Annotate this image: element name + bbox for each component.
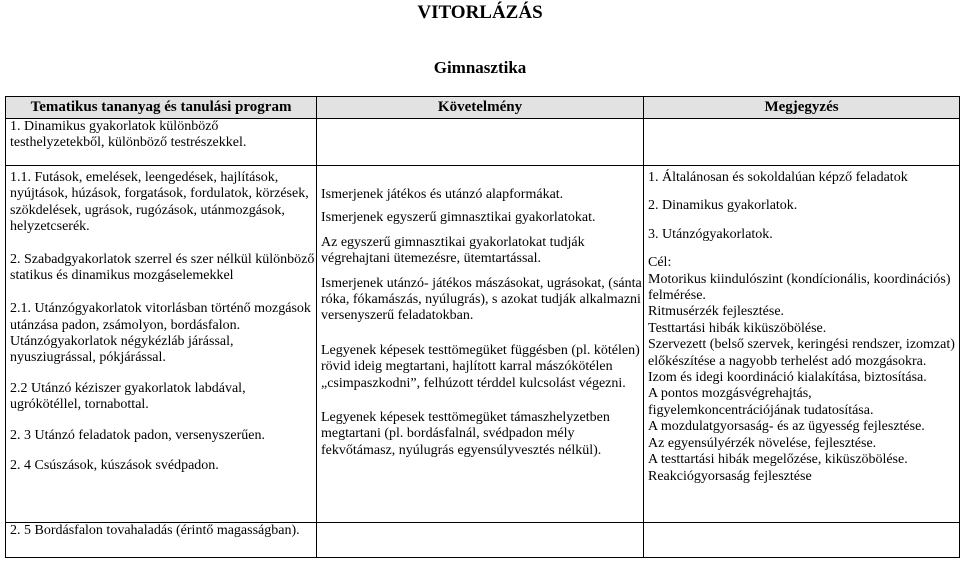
header-topics: Tematikus tananyag és tanulási program: [6, 97, 317, 119]
note-item: 2. Dinamikus gyakorlatok.: [648, 198, 798, 214]
goal-item: Testtartási hibák kiküszöbölése.: [648, 320, 827, 336]
requirement-item: Legyenek képesek testtömegüket függésben (pl. kötélen) rövid ideig megtartani, hajlított karral mászókötélen „csimpaszkodni”, felhúzott térddel kulcsolást végezni.: [321, 342, 640, 391]
topic-item: 2. 4 Csúszások, kúszások svédpadon.: [10, 458, 219, 474]
table-header-row: [6, 97, 960, 119]
notes-cell: [644, 166, 960, 523]
goal-item: Reakciógyorsaság fejlesztése: [648, 468, 812, 484]
topic-item: 2. 5 Bordásfalon tovahaladás (érintő magasságban).: [10, 523, 300, 538]
intro-topic-cell: [6, 119, 317, 166]
last-topic-cell: [6, 523, 317, 558]
last-notes-cell: [644, 523, 960, 558]
topic-item: 2. 3 Utánzó feladatok padon, versenyszerűen.: [10, 427, 266, 443]
goal-item: Izom és idegi koordináció kialakítása, biztosítása.: [648, 370, 927, 386]
intro-topic-line: 1. Dinamikus gyakorlatok különböző: [10, 119, 219, 134]
note-item: 1. Általánosan és sokoldalúan képző feladatok: [648, 170, 908, 185]
header-requirements: Követelmény: [317, 97, 644, 119]
document-title: VITORLÁZÁS: [417, 2, 543, 23]
topics-cell: [6, 166, 317, 523]
goal-label: Cél:: [648, 255, 672, 271]
goal-item: A pontos mozgásvégrehajtás, figyelemkoncentrációjának tudatosítása.: [648, 386, 874, 418]
table-row-last: [6, 523, 960, 558]
requirement-item: Legyenek képesek testtömegüket támaszhelyzetben megtartani (pl. bordásfalnál, svédpadon mély fekvőtámasz, nyúlugrás egyensúlyvesztés nélkül).: [321, 410, 610, 458]
intro-notes-cell: [644, 119, 960, 166]
goal-item: Motorikus kiindulószint (kondícionális, koordinációs) felmérése.: [648, 271, 951, 304]
topic-item: 2.2 Utánzó kéziszer gyakorlatok labdával, ugrókötéllel, tornabottal.: [10, 380, 246, 413]
last-requirements-cell: [317, 523, 644, 558]
requirement-item: Ismerjenek utánzó- játékos mászásokat, ugrásokat, (sánta róka, fókamászás, nyúlugrás), s azokat tudják alkalmazni versenyszerű feladatokban.: [321, 275, 642, 324]
requirement-item: Ismerjenek egyszerű gimnasztikai gyakorlatokat.: [321, 210, 596, 226]
topic-item: 1.1. Futások, emelések, leengedések, hajlítások, nyújtások, húzások, forgatások, fordulatok, körzések, szökdelések, ugrások, rugózások, utánmozgások, helyzetcserék.: [10, 170, 309, 235]
intro-requirements-cell: [317, 119, 644, 166]
goal-item: Szervezett (belső szervek, keringési rendszer, izomzat) előkészítése a nagyobb terhelést adó mozgásokra.: [648, 337, 955, 369]
topic-item: Utánzógyakorlatok négykézláb járással, nyusziugrással, pókjárással.: [10, 334, 234, 366]
requirements-cell: [317, 166, 644, 523]
document-subtitle: Gimnasztika: [433, 58, 527, 77]
table-row-intro: [6, 119, 960, 166]
goal-item: Ritmusérzék fejlesztése.: [648, 304, 785, 320]
curriculum-table: [5, 96, 960, 558]
header-notes: Megjegyzés: [644, 97, 960, 119]
note-item: 3. Utánzógyakorlatok.: [648, 226, 773, 242]
requirement-item: Ismerjenek játékos és utánzó alapformákat.: [321, 187, 564, 202]
requirement-item: Az egyszerű gimnasztikai gyakorlatokat tudják végrehajtani ütemezésre, ütemtartással.: [321, 234, 585, 267]
topic-item: 2.1. Utánzógyakorlatok vitorlásban történő mozgások utánzása padon, zsámolyon, bordásfalon.: [10, 301, 311, 333]
goal-item: Az egyensúlyérzék növelése, fejlesztése.: [648, 435, 877, 451]
goal-item: A mozdulatgyorsaság- és az ügyesség fejlesztése.: [648, 419, 925, 435]
topic-item: 2. Szabadgyakorlatok szerrel és szer nélkül különböző statikus és dinamikus mozgáselemekkel: [10, 252, 315, 284]
table-row-main: [6, 166, 960, 523]
intro-topic-line: testhelyzetekből, különböző testrészekkel.: [10, 135, 247, 151]
goal-item: A testtartási hibák megelőzése, kiküszöbölése.: [648, 452, 908, 468]
